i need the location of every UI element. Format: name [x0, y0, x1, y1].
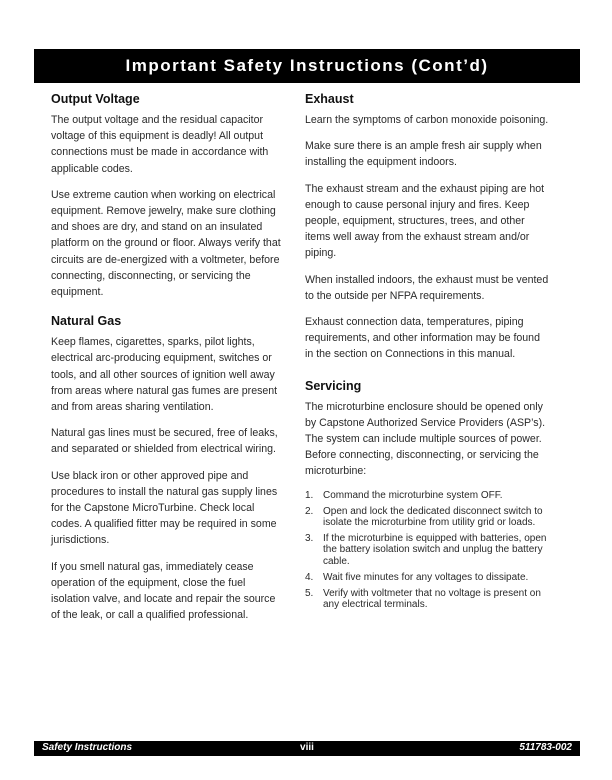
- exhaust-paragraph: The exhaust stream and the exhaust piping are hot enough to cause personal injury and fires. Keep people, equipment, structures, trees, and other items well away from the exhaust stream and/or piping.: [305, 182, 545, 260]
- output-voltage-paragraph: Use extreme caution when working on electrical equipment. Remove jewelry, make sure clothing and shoes are dry, and stand on an insulated platform on the ground or floor. Always verify that circuits are de-energized with a voltmeter, before connecting, disconnecting, or servicing the equipment.: [51, 188, 281, 299]
- footer-page-number: viii: [300, 742, 314, 753]
- footer-section-name: Safety Instructions: [42, 742, 133, 753]
- step-text: Verify with voltmeter that no voltage is present on any electrical terminals.: [323, 588, 541, 611]
- page-header-bar: [34, 49, 580, 83]
- footer-document-number: 511783-002: [519, 742, 572, 753]
- page-footer-bar: [34, 741, 580, 756]
- page-title: Important Safety Instructions (Cont’d): [125, 56, 489, 75]
- right-column: [305, 92, 551, 615]
- step-text: If the microturbine is equipped with batteries, open the battery isolation switch and unplug the battery cable.: [323, 533, 547, 567]
- step-number: 5.: [305, 588, 314, 600]
- step-text: Command the microturbine system OFF.: [323, 489, 503, 501]
- servicing-heading: Servicing: [305, 378, 362, 393]
- step-text: Wait five minutes for any voltages to dissipate.: [323, 571, 529, 583]
- step-text: Open and lock the dedicated disconnect switch to isolate the microturbine from utility grid or loads.: [323, 505, 543, 529]
- list-item: [305, 572, 551, 583]
- step-number: 4.: [305, 571, 314, 583]
- natural-gas-paragraph: Use black iron or other approved pipe and procedures to install the natural gas supply lines for the Capstone MicroTurbine. Check local codes. A qualified fitter may be required in some jurisdictions.: [51, 469, 278, 547]
- list-item: [305, 588, 551, 610]
- step-number: 1.: [305, 489, 314, 501]
- servicing-steps-list: [305, 490, 551, 611]
- output-voltage-heading: Output Voltage: [51, 92, 140, 106]
- exhaust-paragraph: When installed indoors, the exhaust must be vented to the outside per NFPA requirements.: [305, 273, 549, 302]
- natural-gas-paragraph: Natural gas lines must be secured, free of leaks, and separated or shielded from electrical wiring.: [51, 427, 278, 456]
- natural-gas-heading: Natural Gas: [51, 314, 122, 329]
- output-voltage-paragraph: The output voltage and the residual capacitor voltage of this equipment is deadly! All output connections must be made in accordance with applicable codes.: [51, 114, 269, 175]
- natural-gas-paragraph: If you smell natural gas, immediately cease operation of the equipment, close the fuel isolation valve, and locate and repair the source of the leak, or call a qualified professional.: [51, 560, 276, 622]
- exhaust-paragraph: Exhaust connection data, temperatures, piping requirements, and other information may be found in the section on Connections in this manual.: [305, 316, 540, 361]
- step-number: 3.: [305, 533, 314, 545]
- left-column: [51, 92, 287, 633]
- list-item: [305, 533, 551, 567]
- exhaust-paragraph: Make sure there is an ample fresh air supply when installing the equipment indoors.: [305, 140, 542, 169]
- exhaust-paragraph: Learn the symptoms of carbon monoxide poisoning.: [305, 114, 549, 126]
- natural-gas-paragraph: Keep flames, cigarettes, sparks, pilot lights, electrical arc-producing equipment, switches or tools, and all other sources of ignition well away from areas where natural gas fumes are present and from areas sharing ventilation.: [51, 336, 278, 414]
- servicing-intro: The microturbine enclosure should be opened only by Capstone Authorized Service Providers (ASP’s). The system can include multiple sources of power. Before connecting, disconnecting, or servicing the microturbine:: [305, 400, 546, 478]
- step-number: 2.: [305, 505, 314, 517]
- list-item: [305, 506, 551, 528]
- exhaust-heading: Exhaust: [305, 92, 354, 106]
- list-item: [305, 490, 551, 501]
